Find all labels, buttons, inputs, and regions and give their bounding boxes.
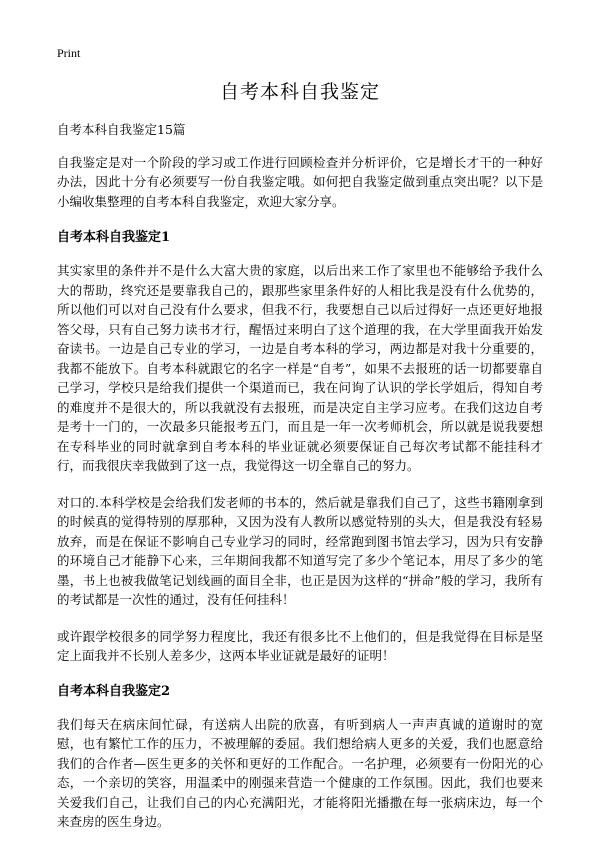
section-1-paragraph-2: 对口的.本科学校是会给我们发老师的书本的，然后就是靠我们自己了，这些书籍刚拿到的时候真的觉得特别的厚那种，又因为没有人教所以感觉特别的头大，但是我没有轻易放弃，而是在保证不影响自己专业学习的同时，经常跑到图书馆去学习，因为只有安静的环境自己才能静下心来，三年期间我都不知道写完了多少个笔记本，用尽了多少的笔墨，书上也被我做笔记划线画的面目全非，也正是因为这样的“拼命”般的学习，我所有的考试都是一次性的通过，没有任何挂科！: [57, 494, 543, 607]
section-heading-2: 自考本科自我鉴定2: [57, 683, 171, 699]
document-body: [57, 120, 543, 849]
section-heading-1: 自考本科自我鉴定1: [57, 230, 171, 245]
page-title: 自考本科自我鉴定: [219, 81, 380, 103]
section-1-paragraph-3: 或许跟学校很多的同学努力程度比，我还有很多比不上他们的，但是我觉得在目标是坚定上面我并不长别人差多少，这两本毕业证就是最好的证明！: [57, 628, 543, 663]
section-2-paragraph-1: 我们每天在病床间忙碌，有送病人出院的欣喜，有听到病人一声声真诚的道谢时的宽慰，也有繁忙工作的压力，不被理解的委屈。我们想给病人更多的关爱，我们也愿意给我们的合作者—医生更多的关怀和更好的工作配合。一名护理，必须要有一份阳光的心态，一个亲切的笑容，用温柔中的刚强来营造一个健康的工作氛围。因此，我们也要来关爱我们自己，让我们自己的内心充满阳光，才能将阳光播撒在每一张病床边，每一个来查房的医生身边。: [57, 716, 543, 829]
intro-paragraph: 自我鉴定是对一个阶段的学习或工作进行回顾检查并分析评价，它是增长才干的一种好办法，因此十分有必须要写一份自我鉴定哦。如何把自我鉴定做到重点突出呢？以下是小编收集整理的自考本科自我鉴定，欢迎大家分享。: [57, 154, 543, 209]
document-subtitle: 自考本科自我鉴定15篇: [57, 122, 186, 137]
section-1-paragraph-1: 其实家里的条件并不是什么大富大贵的家庭，以后出来工作了家里也不能够给予我什么大的帮助，终究还是要靠我自己的，跟那些家里条件好的人相比我是没有什么优势的，所以他们可以对自己没有什么要求，但我不行，我要想自己以后过得好一点还更好地报答父母，只有自己努力读书才行，醒悟过来明白了这个道理的我，在大学里面我开始发奋读书。一边是自己专业的学习，一边是自考本科的学习，两边都是对我十分重要的，我都不能放下。自考本科就跟它的名字一样是“自考”，如果不去报班的话一切都要靠自己学习，学校只是给我们提供一个渠道而已，我在问询了认识的学长学姐后，得知自考的难度并不是很大的，所以我就没有去报班，而是决定自主学习应考。在我们这边自考是考十一门的，一次最多只能报考五门，而且是一年一次考师机会，所以就是说我要想在专科毕业的同时就拿到自考本科的毕业证就必须要保证自己每次考试都不能挂科才行，而我很庆幸我做到了这一点，我觉得这一切全靠自己的努力。: [57, 263, 543, 473]
print-link[interactable]: Print: [57, 46, 81, 60]
